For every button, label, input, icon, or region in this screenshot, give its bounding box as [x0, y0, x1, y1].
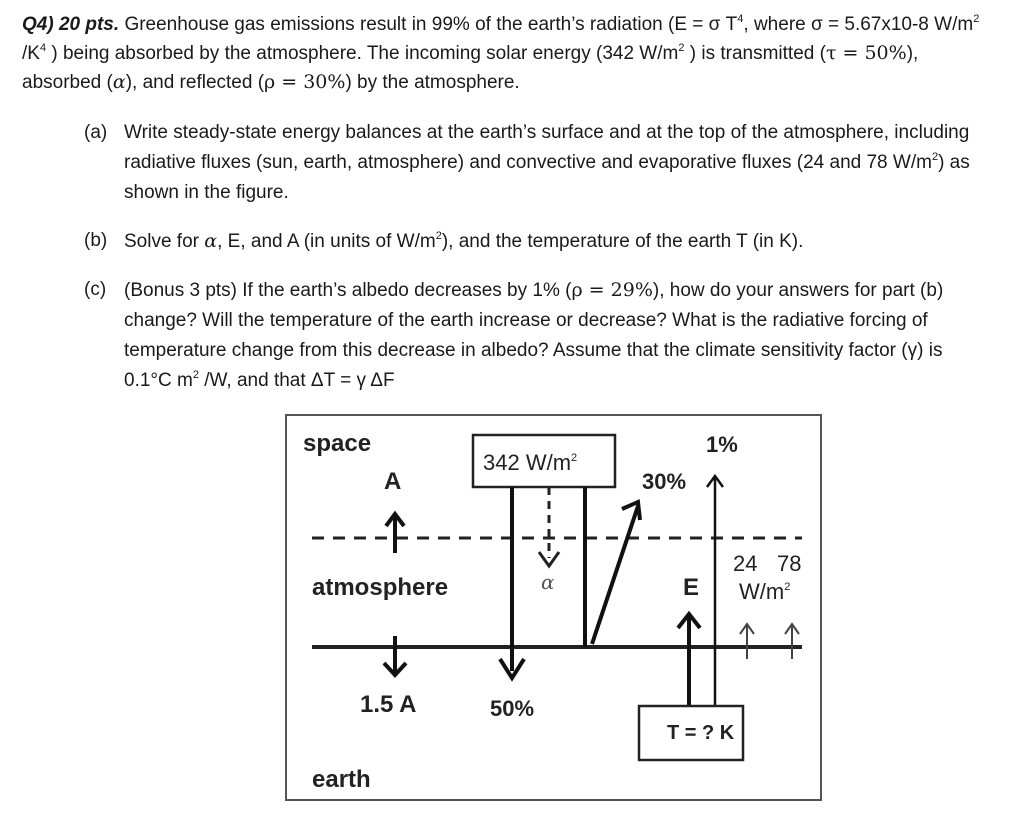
reflected-arrowhead — [622, 502, 640, 520]
rho-value: ρ = 29% — [571, 279, 653, 301]
exponent: 2 — [931, 150, 939, 163]
part-text-run: ) as shown in the figure. — [124, 152, 970, 203]
intro-text: ) is transmitted ( — [684, 43, 826, 64]
E-label: E — [683, 574, 700, 601]
exponent: 2 — [973, 12, 980, 25]
part-label: (c) — [84, 279, 107, 300]
intro-text: ), absorbed ( — [22, 43, 919, 93]
part-text-run: ), how do your answers for part (b) change? Will the temperature of the earth increase or decrease? What is the radiative forcing of temperature change from this decrease in albedo? Assume that the climate sensitivity factor (γ) is 0.1°C m — [124, 280, 944, 391]
part-label: (a) — [84, 122, 108, 143]
question-parts — [84, 118, 984, 414]
intro-text: Greenhouse gas emissions result in 99% of the earth’s radiation (E = σ T — [124, 14, 738, 35]
back-radiation-label: 1.5 A — [360, 691, 417, 718]
exponent: 2 — [784, 580, 791, 593]
A-label: A — [384, 468, 402, 495]
part-text-run: /W, and that ΔT = γ ΔF — [198, 370, 395, 391]
absorbed-arrowhead — [539, 552, 559, 566]
alpha-label: α — [541, 570, 555, 594]
evaporative-value: 78 — [777, 551, 802, 576]
exponent: 4 — [737, 12, 744, 25]
tau-value: τ = 50% — [825, 42, 907, 64]
convective-units — [739, 579, 790, 605]
question-intro — [22, 10, 1002, 97]
exponent: 2 — [435, 229, 442, 242]
exponent: 2 — [678, 41, 685, 54]
part-label: (b) — [84, 230, 108, 251]
units-text: W/m — [739, 579, 785, 604]
part-text-run: Solve for — [124, 231, 205, 252]
reflected-percent-label: 30% — [642, 469, 687, 494]
question-label: Q4) 20 pts. — [22, 14, 120, 35]
exponent: 2 — [192, 368, 199, 381]
intro-text: , where σ = 5.67x10-8 W/m — [743, 14, 974, 35]
alpha-symbol: α — [112, 71, 126, 93]
exponent: 2 — [571, 451, 578, 464]
intro-text: ), and reflected ( — [125, 72, 265, 93]
part-a — [84, 118, 984, 208]
reflected-arrow-diag — [592, 506, 638, 644]
part-text-run: Write steady-state energy balances at the earth’s surface and at the top of the atmosphere, including radiative fluxes (sun, earth, atmosphere) and convective and evaporative fluxes (24 and 78 W/m — [124, 122, 970, 173]
temperature-label: T = ? K — [667, 722, 735, 744]
solar-label — [483, 450, 577, 476]
part-text — [124, 226, 984, 257]
intro-text: /K — [22, 43, 40, 64]
part-text — [124, 275, 984, 396]
part-text-run: (Bonus 3 pts) If the earth’s albedo decreases by 1% ( — [124, 280, 572, 301]
earth-label: earth — [312, 766, 371, 793]
intro-text: ) being absorbed by the atmosphere. The incoming solar energy (342 W/m — [46, 43, 679, 64]
alpha-symbol: α — [204, 230, 218, 252]
window-percent-label: 1% — [706, 432, 738, 457]
intro-text: ) by the atmosphere. — [345, 72, 520, 93]
solar-value: 342 W/m — [483, 450, 572, 475]
exponent: 4 — [39, 41, 47, 54]
part-text-run: ), and the temperature of the earth T (in K). — [441, 231, 804, 252]
space-label: space — [303, 430, 372, 457]
part-text-run: , E, and A (in units of W/m — [217, 231, 436, 252]
transmitted-percent-label: 50% — [490, 696, 535, 721]
part-c — [84, 275, 984, 396]
part-text — [124, 118, 984, 208]
atmosphere-label: atmosphere — [312, 574, 449, 601]
convective-value: 24 — [733, 551, 758, 576]
part-b — [84, 226, 984, 257]
energy-balance-figure — [285, 414, 822, 801]
rho-value: ρ = 30% — [264, 71, 346, 93]
